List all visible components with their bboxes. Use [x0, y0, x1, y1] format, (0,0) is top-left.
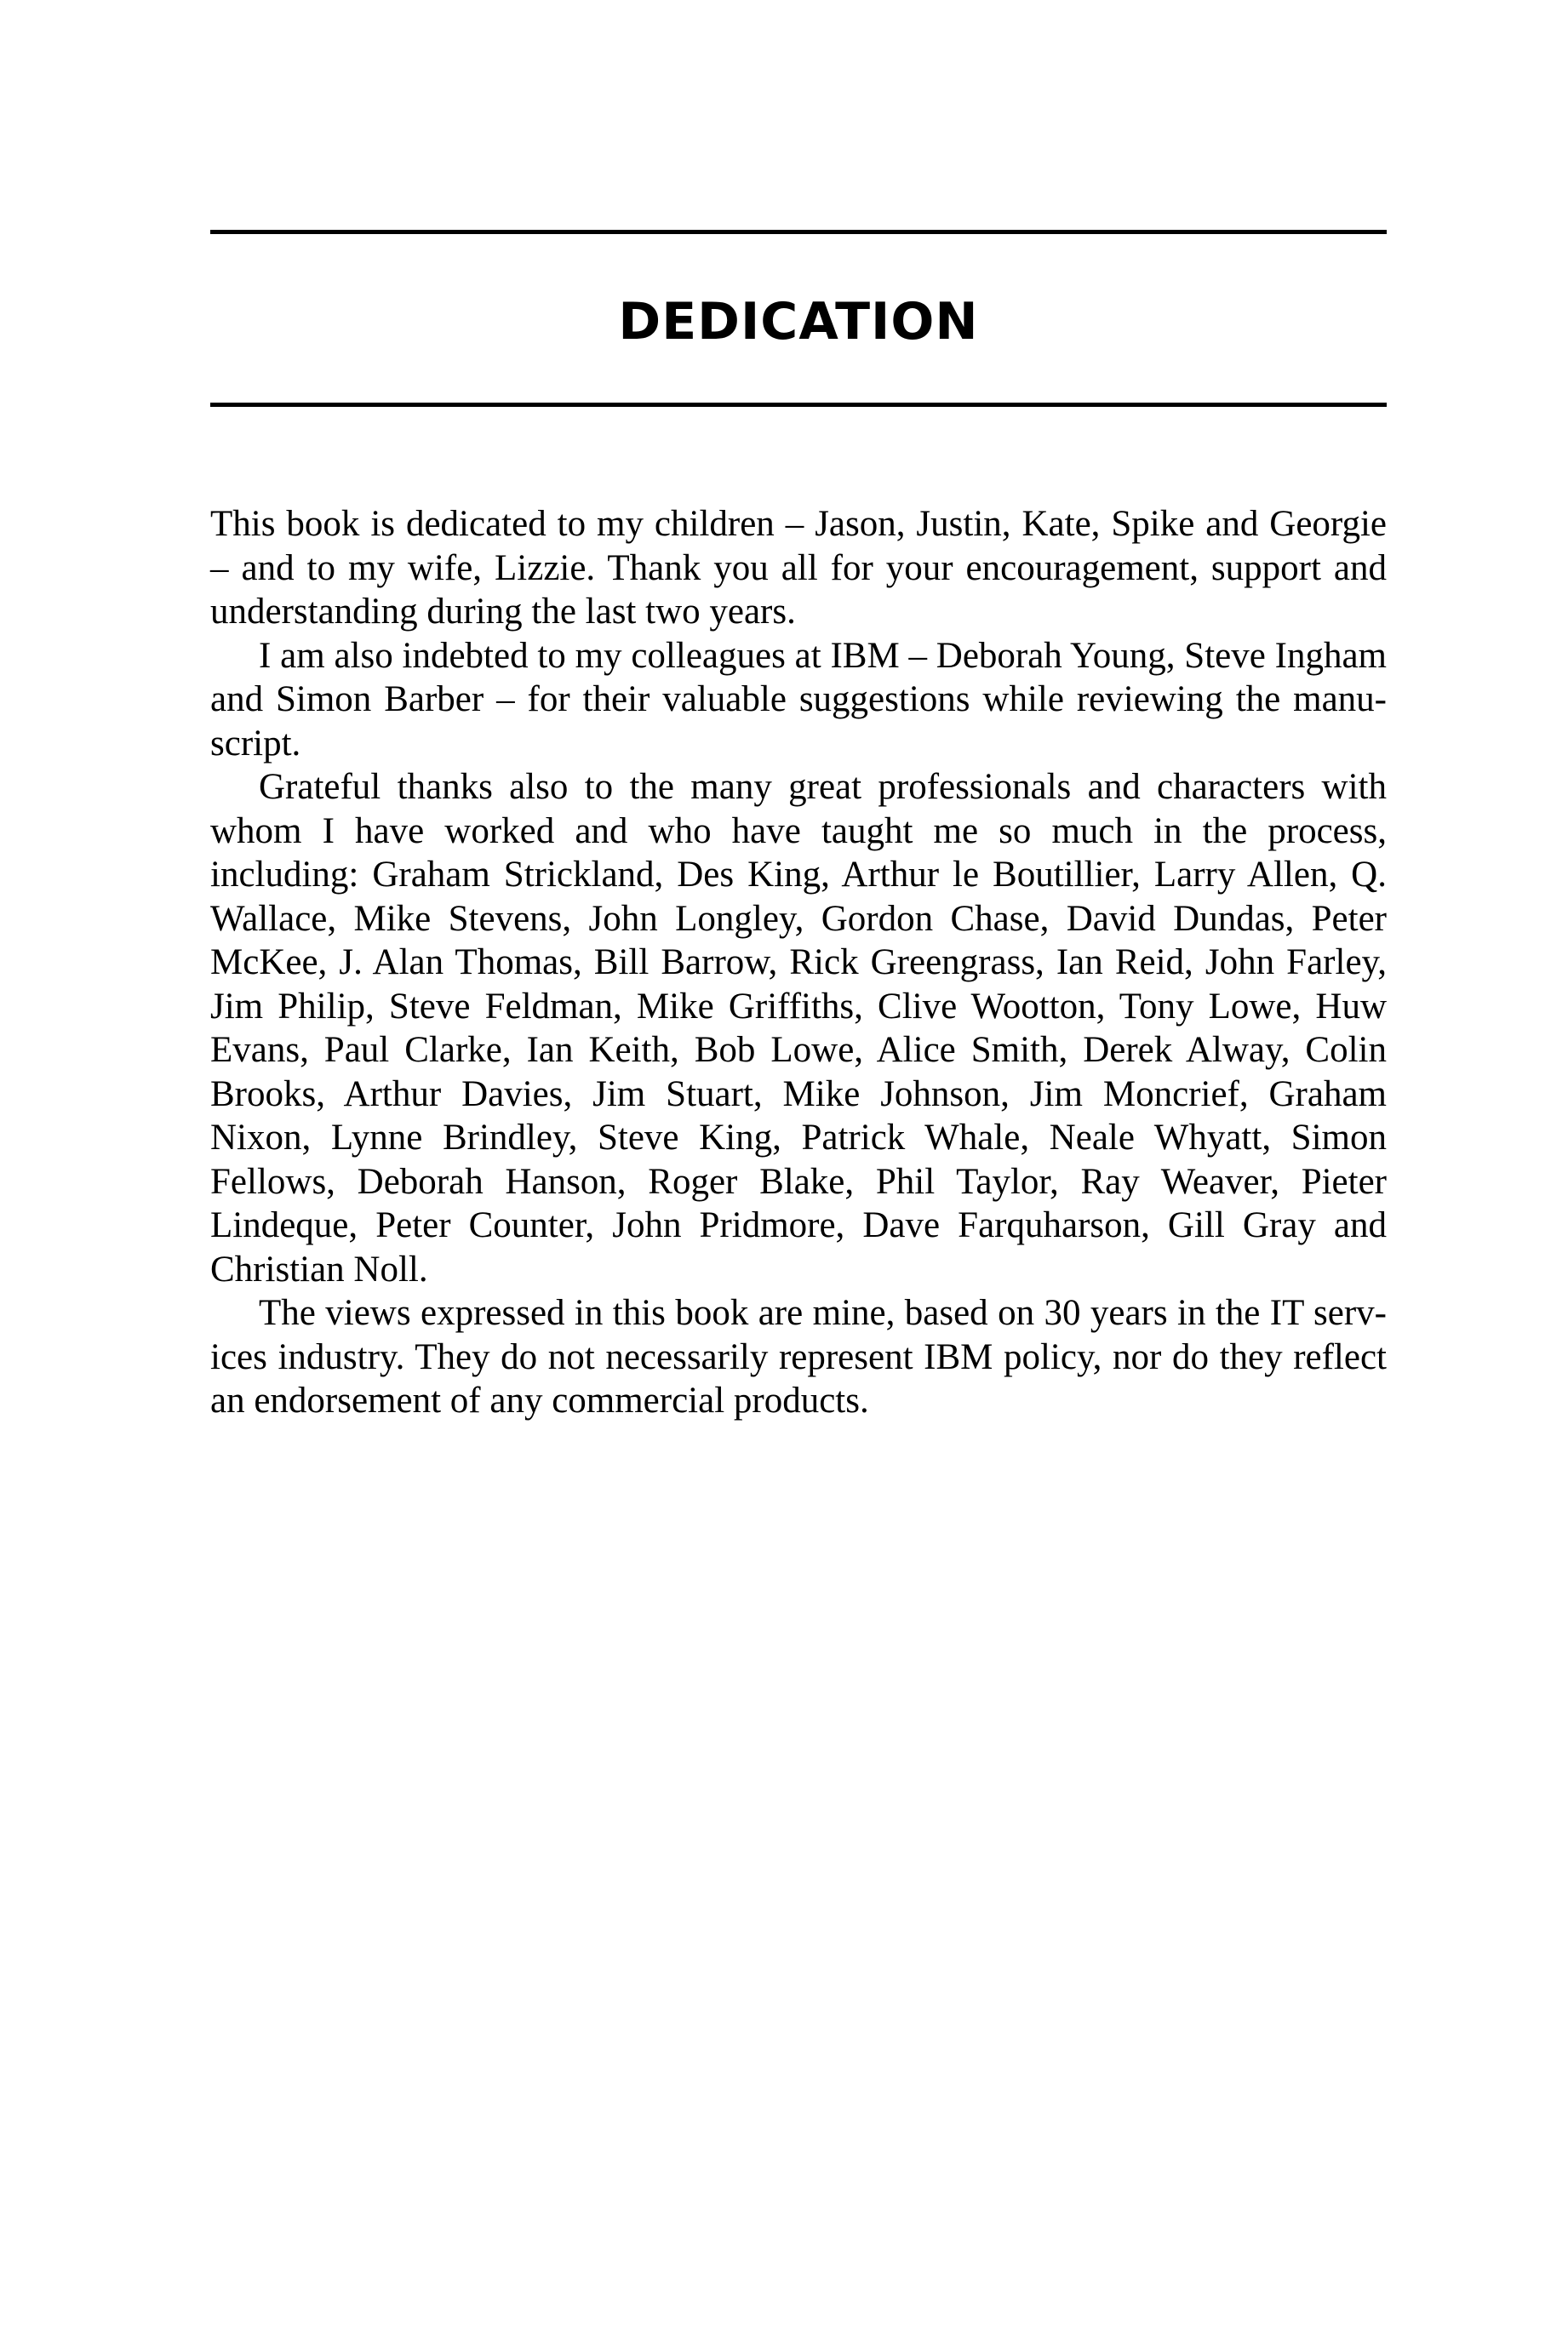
dedication-paragraph-2: I am also indebted to my colleagues at IBM – Deborah Young, Steve Ingham and Simon Barber – for their valuable suggestions while reviewing the manuscript.	[210, 635, 1387, 764]
top-rule-divider	[210, 230, 1387, 234]
bottom-rule-divider	[210, 403, 1387, 407]
dedication-paragraph-3: Grateful thanks also to the many great professionals and characters with whom I have worked and who have taught me so much in the process, including: Graham Strickland, Des King, Arthur le Boutillier, Larry Allen, Q. Wallace, Mike Stevens, John Longley, Gordon Chase, David Dundas, Peter McKee, J. Alan Thomas, Bill Barrow, Rick Greengrass, Ian Reid, John Farley, Jim Philip, Steve Feldman, Mike Griffiths, Clive Wootton, Tony Lowe, Huw Evans, Paul Clarke, Ian Keith, Bob Lowe, Alice Smith, Derek Alway, Colin Brooks, Arthur Davies, Jim Stuart, Mike Johnson, Jim Moncrief, Graham Nixon, Lynne Brindley, Steve King, Patrick Whale, Neale Whyatt, Simon Fellows, Deborah Hanson, Roger Blake, Phil Taylor, Ray Weaver, Pieter Lindeque, Peter Counter, John Pridmore, Dave Farquharson, Gill Gray and Christian Noll.	[210, 767, 1387, 1290]
dedication-paragraph-1: This book is dedicated to my children – Jason, Justin, Kate, Spike and Georgie – and to my wife, Lizzie. Thank you all for your encouragement, support and understanding during the last two years.	[210, 504, 1387, 632]
dedication-paragraph-4: The views expressed in this book are mine, based on 30 years in the IT services industry. They do not necessarily represent IBM policy, nor do they reflect an endorsement of any commercial products.	[210, 1293, 1387, 1421]
page-heading: DEDICATION	[618, 292, 979, 352]
dedication-body	[210, 502, 1387, 1423]
